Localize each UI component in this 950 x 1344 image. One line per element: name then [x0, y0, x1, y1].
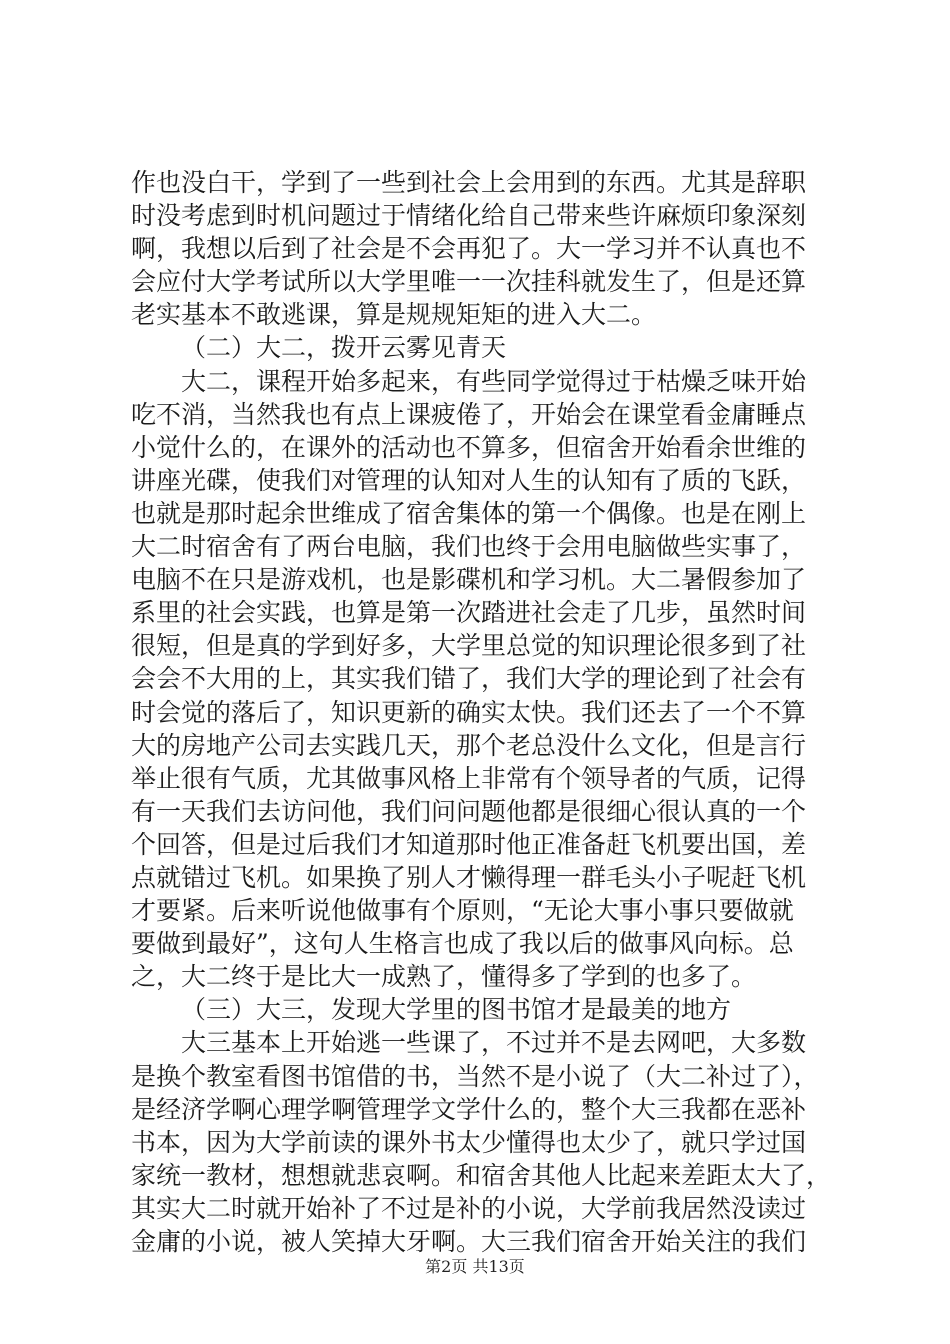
- text-line: 点就错过飞机。如果换了别人才懒得理一群毛头小子呢赶飞机: [131, 862, 807, 892]
- text-line: 也就是那时起余世维成了宿舍集体的第一个偶像。也是在刚上: [131, 498, 807, 528]
- document-body: [131, 166, 831, 1258]
- text-line: 大的房地产公司去实践几天，那个老总没什么文化，但是言行: [131, 730, 807, 760]
- text-line: 讲座光碟，使我们对管理的认知对人生的认知有了质的飞跃，: [131, 465, 807, 495]
- text-line: 才要紧。后来听说他做事有个原则，“无论大事小事只要做就: [131, 896, 794, 926]
- text-line: 举止很有气质，尤其做事风格上非常有个领导者的气质，记得: [131, 763, 807, 793]
- text-line: 系里的社会实践，也算是第一次踏进社会走了几步，虽然时间: [131, 598, 807, 628]
- text-line: 个回答，但是过后我们才知道那时他正准备赶飞机要出国，差: [131, 829, 807, 859]
- text-line: 大三基本上开始逃一些课了，不过并不是去网吧，大多数: [181, 1028, 807, 1058]
- text-line: 书本，因为大学前读的课外书太少懂得也太少了，就只学过国: [131, 1127, 807, 1157]
- text-line: 家统一教材，想想就悲哀啊。和宿舍其他人比起来差距太大了，: [131, 1160, 831, 1190]
- text-line: 有一天我们去访问他，我们问问题他都是很细心很认真的一个: [131, 796, 807, 826]
- text-line: 大二，课程开始多起来，有些同学觉得过于枯燥乏味开始: [181, 366, 807, 396]
- page-footer: 第2页 共13页: [425, 1257, 525, 1276]
- text-line: 时会觉的落后了，知识更新的确实太快。我们还去了一个不算: [131, 697, 807, 727]
- text-line: 是经济学啊心理学啊管理学文学什么的，整个大三我都在恶补: [131, 1094, 807, 1124]
- text-line: 小觉什么的，在课外的活动也不算多，但宿舍开始看余世维的: [131, 432, 807, 462]
- text-line: 时没考虑到时机问题过于情绪化给自己带来些许麻烦印象深刻: [131, 201, 807, 231]
- text-line: 是换个教室看图书馆借的书，当然不是小说了（大二补过了），: [131, 1061, 819, 1091]
- text-line: 其实大二时就开始补了不过是补的小说，大学前我居然没读过: [131, 1193, 807, 1223]
- text-line: （二）大二，拨开云雾见青天: [181, 333, 507, 363]
- text-line: （三）大三，发现大学里的图书馆才是最美的地方: [181, 995, 732, 1025]
- text-line: 电脑不在只是游戏机，也是影碟机和学习机。大二暑假参加了: [131, 565, 807, 595]
- text-line: 作也没白干，学到了一些到社会上会用到的东西。尤其是辞职: [131, 168, 807, 197]
- text-line: 大二时宿舍有了两台电脑，我们也终于会用电脑做些实事了，: [131, 532, 807, 562]
- text-line: 会应付大学考试所以大学里唯一一次挂科就发生了，但是还算: [131, 267, 807, 297]
- text-line: 之，大二终于是比大一成熟了，懂得多了学到的也多了。: [131, 962, 757, 992]
- text-line: 要做到最好”，这句人生格言也成了我以后的做事风向标。总: [131, 929, 794, 959]
- text-line: 很短，但是真的学到好多，大学里总觉的知识理论很多到了社: [131, 631, 807, 661]
- text-line: 啊，我想以后到了社会是不会再犯了。大一学习并不认真也不: [131, 234, 807, 264]
- text-line: 金庸的小说，被人笑掉大牙啊。大三我们宿舍开始关注的我们: [131, 1227, 807, 1256]
- text-line: 会会不大用的上，其实我们错了，我们大学的理论到了社会有: [131, 664, 807, 694]
- text-line: 吃不消，当然我也有点上课疲倦了，开始会在课堂看金庸睡点: [131, 399, 807, 429]
- text-line: 老实基本不敢逃课，算是规规矩矩的进入大二。: [131, 300, 657, 330]
